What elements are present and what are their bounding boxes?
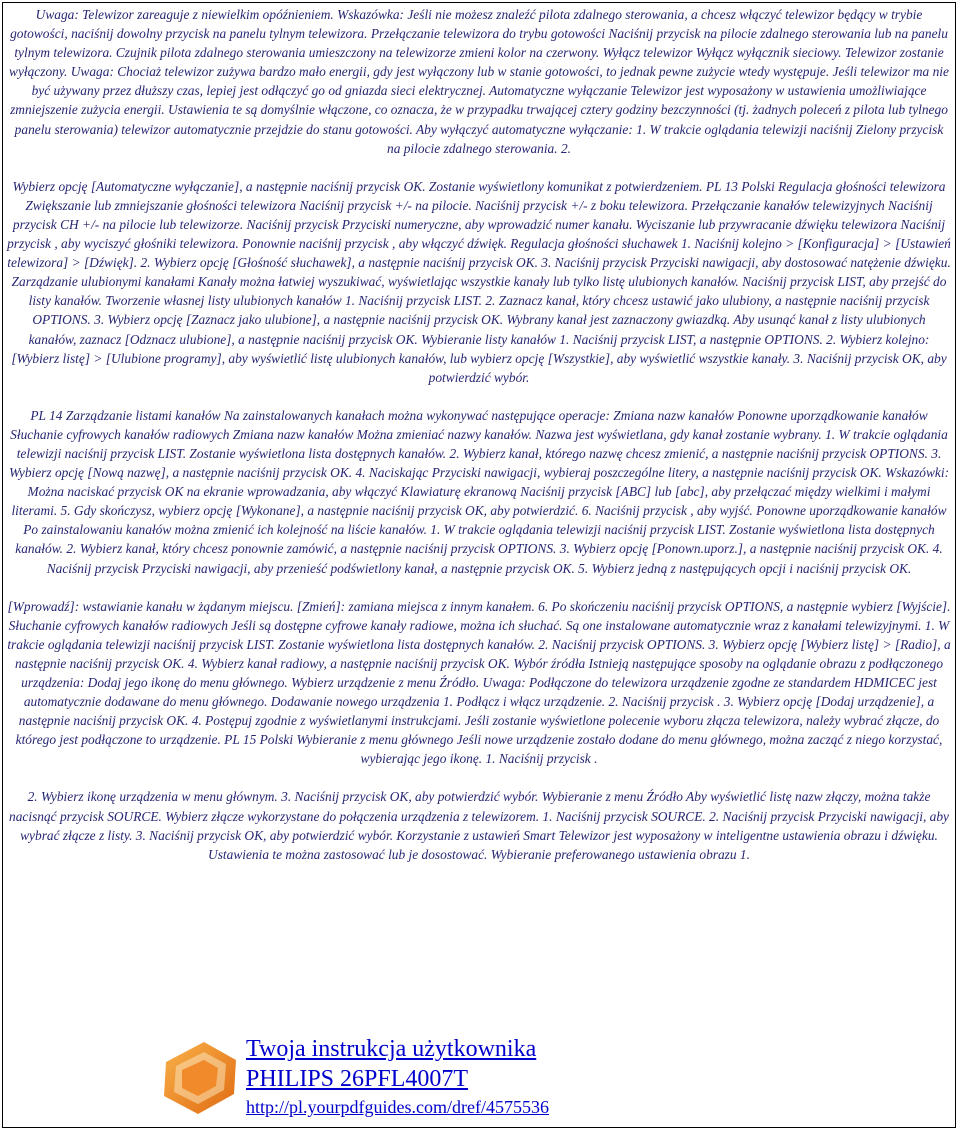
- manual-logo-icon: [156, 1032, 242, 1118]
- url-link[interactable]: http://pl.yourpdfguides.com/dref/4575536: [246, 1097, 549, 1117]
- page-frame: [2, 2, 956, 1128]
- footer-links: [246, 1034, 549, 1120]
- paragraph-4: [Wprowadź]: wstawianie kanału w żądanym miejscu. [Zmień]: zamiana miejsca z innym kanałem. 6. Po skończeniu naciśnij przycisk OPTIONS, a następnie wybierz [Wyjście]. Słuchanie cyfrowych kanałów radiowych Jeśli są dostępne cyfrowe kanały radiowe, można ich słuchać. Są one instalowane automatycznie wraz z kanałami telewizyjnymi. 1. W trakcie oglądania telewizji naciśnij przycisk LIST. Zostanie wyświetlona lista dostępnych kanałów. 2. Naciśnij przycisk OPTIONS. 3. Wybierz opcję [Wybierz listę] > [Radio], a następnie naciśnij przycisk OK. 4. Wybierz kanał radiowy, a następnie naciśnij przycisk OK. Wybór źródła Istnieją następujące sposoby na oglądanie obrazu z podłączonego urządzenia: Dodaj jego ikonę do menu głównego. Wybierz urządzenie z menu Źródło. Uwaga: Podłączone do telewizora urządzenie zgodne ze standardem HDMICEC jest automatycznie dodawane do menu głównego. Dodawanie nowego urządzenia 1. Podłącz i włącz urządzenie. 2. Naciśnij przycisk . 3. Wybierz opcję [Dodaj urządzenie], a następnie naciśnij przycisk OK. 4. Postępuj zgodnie z wyświetlanymi instrukcjami. Jeśli zostanie wyświetlone polecenie wyboru złącza telewizora, należy wybrać złącze, do którego jest podłączone to urządzenie. PL 15 Polski Wybieranie z menu głównego Jeśli nowe urządzenie zostało dodane do menu głównego, można zacząć z niego korzystać, wybierając jego ikonę. 1. Naciśnij przycisk .: [7, 598, 951, 767]
- document-body: [7, 5, 951, 864]
- product-link[interactable]: PHILIPS 26PFL4007T: [246, 1066, 469, 1092]
- paragraph-5: 2. Wybierz ikonę urządzenia w menu głównym. 3. Naciśnij przycisk OK, aby potwierdzić wybór. Wybieranie z menu Źródło Aby wyświetlić listę nazw złączy, można także nacisnąć przycisk SOURCE. Wybierz złącze wykorzystane do połączenia urządzenia z telewizorem. 1. Naciśnij przycisk SOURCE. 2. Naciśnij przycisk Przyciski nawigacji, aby wybrać złącze z listy. 3. Naciśnij przycisk OK, aby potwierdzić wybór. Korzystanie z ustawień Smart Telewizor jest wyposażony w inteligentne ustawienia obrazu i dźwięku. Ustawienia te można zastosować lub je dosostować. Wybieranie preferowanego ustawienia obrazu 1.: [9, 789, 949, 862]
- paragraph-3: PL 14 Zarządzanie listami kanałów Na zainstalowanych kanałach można wykonywać następujące operacje: Zmiana nazw kanałów Ponowne uporządkowanie kanałów Słuchanie cyfrowych kanałów radiowych Zmiana nazw kanałów Można zmieniać nazwy kanałów. Nazwa jest wyświetlana, gdy kanał zostanie wybrany. 1. W trakcie oglądania telewizji naciśnij przycisk LIST. Zostanie wyświetlona lista dostępnych kanałów. 2. Wybierz kanał, którego nazwę chcesz zmienić, a następnie naciśnij przycisk OPTIONS. 3. Wybierz opcję [Nową nazwę], a następnie naciśnij przycisk OK. 4. Naciskając Przyciski nawigacji, wybieraj poszczególne litery, a następnie naciśnij przycisk OK. Wskazówki: Można naciskać przycisk OK na ekranie wprowadzania, aby włączyć Klawiaturę ekranową Naciśnij przycisk [ABC] lub [abc], aby przełączać między wielkimi i małymi literami. 5. Gdy skończysz, wybierz opcję [Wykonane], a następnie naciśnij przycisk OK, aby potwierdzić. 6. Naciśnij przycisk , aby wyjść. Ponowne uporządkowanie kanałów Po zainstalowaniu kanałów można zmienić ich kolejność na liście kanałów. 1. W trakcie oglądania telewizji naciśnij przycisk LIST. Zostanie wyświetlona lista dostępnych kanałów. 2. Wybierz kanał, który chcesz ponownie zamówić, a następnie naciśnij przycisk OPTIONS. 3. Wybierz opcję [Ponown.uporz.], a następnie naciśnij przycisk OK. 4. Naciśnij przycisk Przyciski nawigacji, aby przenieść podświetlony kanał, a następnie przycisk OK. 5. Wybierz jedną z następujących opcji i naciśnij przycisk OK.: [8, 407, 950, 576]
- paragraph-2: Wybierz opcję [Automatyczne wyłączanie], a następnie naciśnij przycisk OK. Zostanie wyświetlony komunikat z potwierdzeniem. PL 13 Polski Regulacja głośności telewizora Zwiększanie lub zmniejszanie głośności telewizora Naciśnij przycisk +/- na pilocie. Naciśnij przycisk +/- z boku telewizora. Przełączanie kanałów telewizyjnych Naciśnij przycisk CH +/- na pilocie lub telewizorze. Naciśnij przycisk Przyciski numeryczne, aby wprowadzić numer kanału. Wyciszanie lub przywracanie dźwięku telewizora Naciśnij przycisk , aby wyciszyć głośniki telewizora. Ponownie naciśnij przycisk , aby włączyć dźwięk. Regulacja głośności słuchawek 1. Naciśnij kolejno > [Konfiguracja] > [Ustawień telewizora] > [Dźwięk]. 2. Wybierz opcję [Głośność słuchawek], a następnie naciśnij przycisk OK. 3. Naciśnij przycisk Przyciski nawigacji, aby dostosować natężenie dźwięku. Zarządzanie ulubionymi kanałami Kanały można łatwiej wyszukiwać, wyświetlając wszystkie kanały lub tylko listę ulubionych kanałów. Naciśnij przycisk LIST, aby przejść do listy kanałów. Tworzenie własnej listy ulubionych kanałów 1. Naciśnij przycisk LIST. 2. Zaznacz kanał, który chcesz ustawić jako ulubiony, a następnie naciśnij przycisk OPTIONS. 3. Wybierz opcję [Zaznacz jako ulubione], a następnie naciśnij przycisk OK. Wybrany kanał jest zaznaczony gwiazdką. Aby usunąć kanał z listy ulubionych kanałów, zaznacz [Odznacz ulubione], a następnie naciśnij przycisk OK. Wybieranie listy kanałów 1. Naciśnij przycisk LIST, a następnie OPTIONS. 2. Wybierz kolejno: [Wybierz listę] > [Ulubione programy], aby wyświetlić listę ulubionych kanałów, lub wybierz opcję [Wszystkie], aby wyświetlić wszystkie kanały. 3. Naciśnij przycisk OK, aby potwierdzić wybór.: [7, 178, 951, 385]
- manual-link[interactable]: Twoja instrukcja użytkownika: [246, 1036, 537, 1062]
- paragraph-1: Uwaga: Telewizor zareaguje z niewielkim opóźnieniem. Wskazówka: Jeśli nie możesz znaleźć pilota zdalnego sterowania, a chcesz włączyć telewizor będący w trybie gotowości, naciśnij dowolny przycisk na panelu tylnym telewizora. Przełączanie telewizora do trybu gotowości Naciśnij przycisk na pilocie zdalnego sterowania lub na panelu tylnym telewizora. Czujnik pilota zdalnego sterowania umieszczony na telewizorze zmieni kolor na czerwony. Wyłącz telewizor Wyłącz wyłącznik sieciowy. Telewizor zostanie wyłączony. Uwaga: Chociaż telewizor zużywa bardzo mało energii, gdy jest wyłączony lub w stanie gotowości, to jednak pewne zużycie wtedy występuje. Jeśli telewizor ma nie być używany przez dłuższy czas, lepiej jest odłączyć go od gniazda sieci elektrycznej. Automatyczne wyłączanie Telewizor jest wyposażony w ustawienia umożliwiające zmniejszenie zużycia energii. Ustawienia te są domyślnie włączone, co oznacza, że w przypadku trwającej cztery godziny bezczynności (tj. żadnych poleceń z pilota lub tylnego panelu sterowania) telewizor automatycznie przejdzie do stanu gotowości. Aby wyłączyć automatyczne wyłączanie: 1. W trakcie oglądania telewizji naciśnij Zielony przycisk na pilocie zdalnego sterowania. 2.: [9, 7, 949, 156]
